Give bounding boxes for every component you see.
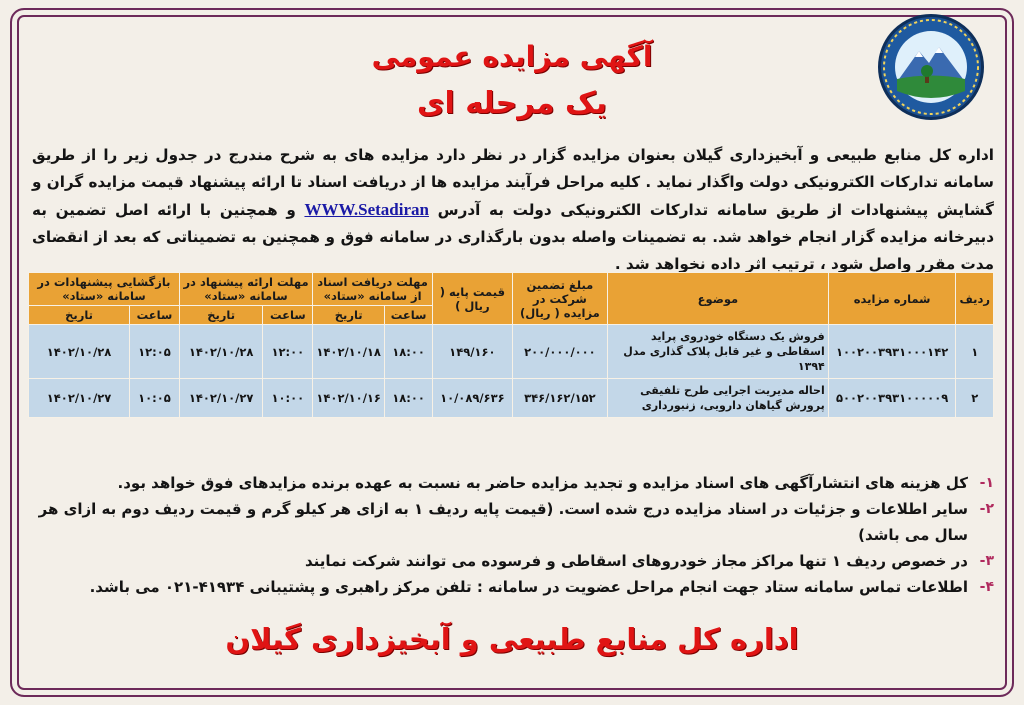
cell-base-price: ۱۴۹/۱۶۰ — [432, 325, 512, 379]
header-time: ساعت — [385, 306, 433, 325]
header-date: تاریخ — [29, 306, 130, 325]
note-number: ۳- — [979, 553, 994, 569]
cell-subject: احاله مدیریت اجرایی طرح تلفیقی پرورش گیاهان دارویی، زنبورداری — [608, 379, 829, 418]
cell-guarantee: ۳۴۶/۱۶۲/۱۵۲ — [512, 379, 607, 418]
organization-logo — [878, 14, 984, 120]
header-time: ساعت — [130, 306, 180, 325]
organization-name-footer: اداره کل منابع طبیعی و آبخیزداری گیلان — [225, 622, 799, 656]
auction-table — [28, 272, 994, 418]
cell-base-price: ۱۰/۰۸۹/۶۳۶ — [432, 379, 512, 418]
note-text: سایر اطلاعات و جزئیات در اسناد مزایده درج شده است. (قیمت پایه ردیف ۱ به ازای هر کیلو گرم و قیمت ردیف دوم به ازای هر سال می باشد) — [38, 500, 968, 544]
cell-offer-date: ۱۴۰۲/۱۰/۲۷ — [179, 379, 263, 418]
cell-subject: فروش یک دستگاه خودروی پراید اسقاطی و غیر قابل پلاک گذاری مدل ۱۳۹۴ — [608, 325, 829, 379]
notes-list — [32, 470, 994, 600]
cell-auction-number: ۱۰۰۲۰۰۳۹۳۱۰۰۰۱۴۲ — [828, 325, 956, 379]
note-item — [32, 574, 994, 600]
cell-auction-number: ۵۰۰۲۰۰۳۹۳۱۰۰۰۰۰۹ — [828, 379, 956, 418]
cell-receive-time: ۱۸:۰۰ — [385, 325, 433, 379]
announcement-subtitle: یک مرحله ای — [417, 86, 607, 121]
cell-open-date: ۱۴۰۲/۱۰/۲۸ — [29, 325, 130, 379]
cell-open-time: ۱۰:۰۵ — [130, 379, 180, 418]
cell-guarantee: ۲۰۰/۰۰۰/۰۰۰ — [512, 325, 607, 379]
header-date: تاریخ — [313, 306, 385, 325]
note-item — [32, 496, 994, 548]
setadiran-link[interactable]: WWW.Setadiran — [304, 200, 429, 219]
cell-receive-date: ۱۴۰۲/۱۰/۱۸ — [313, 325, 385, 379]
note-number: ۲- — [979, 501, 994, 517]
cell-open-date: ۱۴۰۲/۱۰/۲۷ — [29, 379, 130, 418]
table-header-row — [29, 273, 994, 306]
cell-offer-time: ۱۰:۰۰ — [263, 379, 313, 418]
header-guarantee: مبلغ تضمین شرکت در مزایده ( ریال) — [512, 273, 607, 325]
note-number: ۴- — [979, 579, 994, 595]
intro-text-part1: اداره کل منابع طبیعی و آبخیزداری گیلان بعنوان مزایده گزار در نظر دارد مزایده های به شرح مندرج در جدول زیر را از طریق سامانه تدارکات الکترونیکی دولت واگذار نماید . کلیه مراحل فرآیند مزایده ها از دریافت اسناد تا ارائه پیشنهاد قیمت مزایده گران و گشایش پیشنهادات از طریق سامانه تدارکات الکترونیکی دولت به آدرس — [32, 146, 994, 219]
header-date: تاریخ — [179, 306, 263, 325]
header-row-number: ردیف — [956, 273, 994, 325]
header-time: ساعت — [263, 306, 313, 325]
note-text: کل هزینه های انتشارآگهی های اسناد مزایده و تجدید مزایده حاضر به نسبت به عهده برنده مزایدهای فوق خواهد بود. — [117, 474, 968, 492]
header-base-price: قیمت پایه ( ریال ) — [432, 273, 512, 325]
cell-row: ۱ — [956, 325, 994, 379]
cell-receive-date: ۱۴۰۲/۱۰/۱۶ — [313, 379, 385, 418]
cell-open-time: ۱۲:۰۵ — [130, 325, 180, 379]
cell-offer-date: ۱۴۰۲/۱۰/۲۸ — [179, 325, 263, 379]
header-subject: موضوع — [608, 273, 829, 325]
intro-paragraph — [32, 142, 994, 278]
cell-row: ۲ — [956, 379, 994, 418]
cell-offer-time: ۱۲:۰۰ — [263, 325, 313, 379]
cell-receive-time: ۱۸:۰۰ — [385, 379, 433, 418]
note-text: در خصوص ردیف ۱ تنها مراکز مجاز خودروهای اسقاطی و فرسوده می توانند شرکت نمایند — [304, 552, 968, 570]
header-offer-deadline: مهلت ارائه پیشنهاد در سامانه «ستاد» — [179, 273, 312, 306]
table-row — [29, 379, 994, 418]
note-number: ۱- — [979, 475, 994, 491]
note-item — [32, 548, 994, 574]
note-text: اطلاعات تماس سامانه ستاد جهت انجام مراحل عضویت در سامانه : تلفن مرکز راهبری و پشتیبانی ۴۱۹۳۴-۰۲۱ می باشد. — [89, 578, 968, 596]
header-receive-deadline: مهلت دریافت اسناد از سامانه «ستاد» — [313, 273, 433, 306]
announcement-title: آگهی مزایده عمومی — [371, 40, 653, 73]
intro-text-part2: و همچنین با ارائه اصل تضمین به دبیرخانه مزایده گزار انجام خواهد شد. به تضمینات واصله بدون بارگذاری در سامانه فوق و همچنین به تضمیناتی که بعد از انقضای مدت مقرر واصل شود ، ترتیب اثر داده نخواهد شد . — [32, 201, 994, 273]
header-opening: بازگشایی پیشنهادات در سامانه «ستاد» — [29, 273, 180, 306]
table-row — [29, 325, 994, 379]
header-auction-number: شماره مزایده — [828, 273, 956, 325]
note-item — [32, 470, 994, 496]
